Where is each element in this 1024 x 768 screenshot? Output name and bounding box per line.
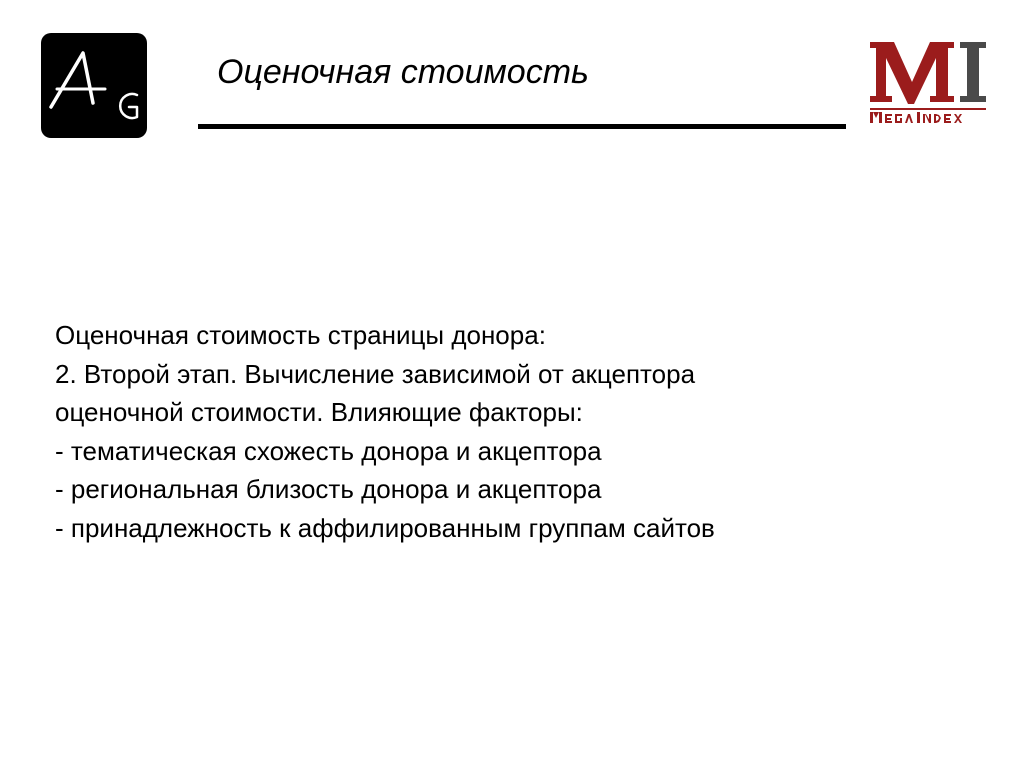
body-step-line-continued: оценочной стоимости. Влияющие факторы:: [55, 397, 583, 427]
body-heading-line: Оценочная стоимость страницы донора:: [55, 320, 546, 350]
slide-body: [55, 316, 985, 547]
factor-list-item: - региональная близость донора и акцептора: [55, 474, 602, 504]
factor-list-item: - принадлежность к аффилированным группам сайтов: [55, 512, 715, 543]
megaindex-logo-icon: [864, 34, 992, 126]
title-divider: [198, 124, 846, 129]
ag-logo-icon: [41, 33, 147, 138]
factor-list-item: - тематическая схожесть донора и акцептора: [55, 435, 602, 466]
body-step-line: 2. Второй этап. Вычисление зависимой от акцептора: [55, 358, 696, 389]
slide-title: Оценочная стоимость: [217, 53, 589, 91]
